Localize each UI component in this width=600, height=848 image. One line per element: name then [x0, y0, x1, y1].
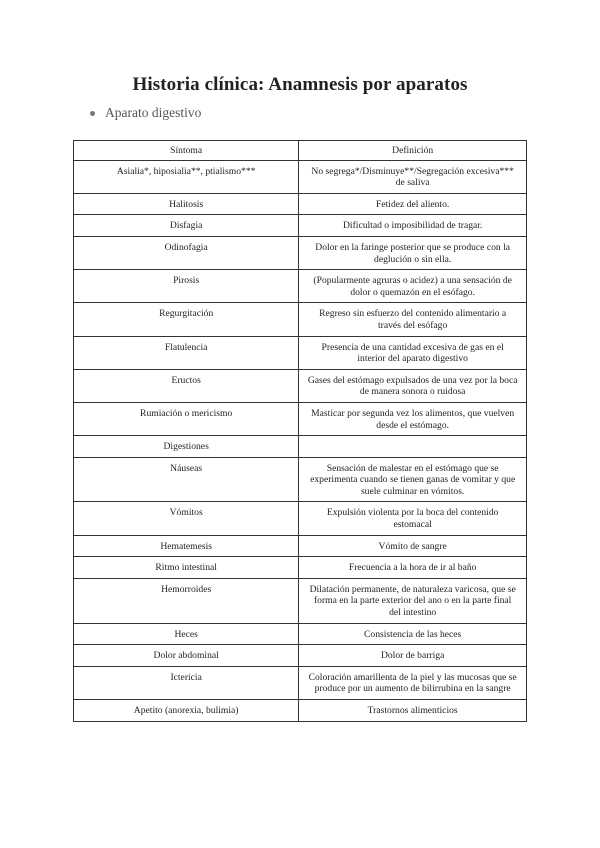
table-header-row	[74, 141, 527, 161]
definition-cell: Dolor en la faringe posterior que se produce con la deglución o sin ella.	[299, 236, 527, 269]
page-title: Historia clínica: Anamnesis por aparatos	[132, 74, 468, 95]
definition-cell: Presencia de una cantidad excesiva de gas en el interior del aparato digestivo	[299, 336, 527, 369]
table-row	[74, 700, 527, 722]
symptom-cell: Flatulencia	[74, 336, 299, 369]
symptom-cell: Odinofagia	[74, 236, 299, 269]
symptom-cell: Dolor abdominal	[74, 645, 299, 667]
definition-cell: Masticar por segunda vez los alimentos, que vuelven desde el estómago.	[299, 402, 527, 435]
section-label: Aparato digestivo	[105, 105, 202, 120]
table-row	[74, 457, 527, 502]
definition-cell: Sensación de malestar en el estómago que se experimenta cuando se tienen ganas de vomitar y que suele culminar en vómitos.	[299, 457, 527, 502]
table-row	[74, 402, 527, 435]
bullet-icon	[90, 111, 95, 116]
symptom-cell: Apetito (anorexia, bulimia)	[74, 700, 299, 722]
symptom-cell: Heces	[74, 623, 299, 645]
definition-cell: Coloración amarillenta de la piel y las mucosas que se produce por un aumento de bilirrubina en la sangre	[299, 666, 527, 699]
symptom-cell: Eructos	[74, 369, 299, 402]
symptom-cell: Rumiación o mericismo	[74, 402, 299, 435]
table-row	[74, 193, 527, 215]
definition-cell: Vómito de sangre	[299, 535, 527, 557]
symptom-cell: Vómitos	[74, 502, 299, 535]
header-symptom: Síntoma	[74, 141, 299, 161]
symptom-cell: Ictericia	[74, 666, 299, 699]
table-row	[74, 369, 527, 402]
table-row	[74, 436, 527, 458]
symptom-cell: Regurgitación	[74, 303, 299, 336]
table-row	[74, 666, 527, 699]
table-row	[74, 336, 527, 369]
table-row	[74, 160, 527, 193]
symptom-cell: Hematemesis	[74, 535, 299, 557]
symptom-cell: Asialia*, hiposialia**, ptialismo***	[74, 160, 299, 193]
table-row	[74, 645, 527, 667]
symptom-cell: Ritmo intestinal	[74, 557, 299, 579]
definition-cell: Gases del estómago expulsados de una vez por la boca de manera sonora o ruidosa	[299, 369, 527, 402]
table-row	[74, 578, 527, 623]
symptom-cell: Pirosis	[74, 270, 299, 303]
table-row	[74, 535, 527, 557]
symptom-cell: Náuseas	[74, 457, 299, 502]
definition-cell: No segrega*/Disminuye**/Segregación excesiva*** de saliva	[299, 160, 527, 193]
table-row	[74, 502, 527, 535]
symptom-cell: Halitosis	[74, 193, 299, 215]
symptom-cell: Hemorroides	[74, 578, 299, 623]
definition-cell: (Popularmente agruras o acidez) a una sensación de dolor o quemazón en el esófago.	[299, 270, 527, 303]
header-definition: Definición	[299, 141, 527, 161]
table-row	[74, 270, 527, 303]
definition-cell: Trastornos alimenticios	[299, 700, 527, 722]
definition-cell: Consistencia de las heces	[299, 623, 527, 645]
section-bullet	[90, 105, 201, 121]
table-row	[74, 215, 527, 237]
definition-cell: Expulsión violenta por la boca del contenido estomacal	[299, 502, 527, 535]
definition-cell: Dolor de barriga	[299, 645, 527, 667]
table-row	[74, 236, 527, 269]
symptom-cell: Disfagia	[74, 215, 299, 237]
table-row	[74, 303, 527, 336]
table-row	[74, 557, 527, 579]
symptom-table	[73, 140, 527, 722]
definition-cell: Fetidez del aliento.	[299, 193, 527, 215]
definition-cell: Regreso sin esfuerzo del contenido alimentario a través del esófago	[299, 303, 527, 336]
definition-cell: Frecuencia a la hora de ir al baño	[299, 557, 527, 579]
definition-cell: Dilatación permanente, de naturaleza varicosa, que se forma en la parte exterior del ano o en la parte final del intestino	[299, 578, 527, 623]
symptom-cell: Digestiones	[74, 436, 299, 458]
table-row	[74, 623, 527, 645]
definition-cell	[299, 436, 527, 458]
definition-cell: Dificultad o imposibilidad de tragar.	[299, 215, 527, 237]
